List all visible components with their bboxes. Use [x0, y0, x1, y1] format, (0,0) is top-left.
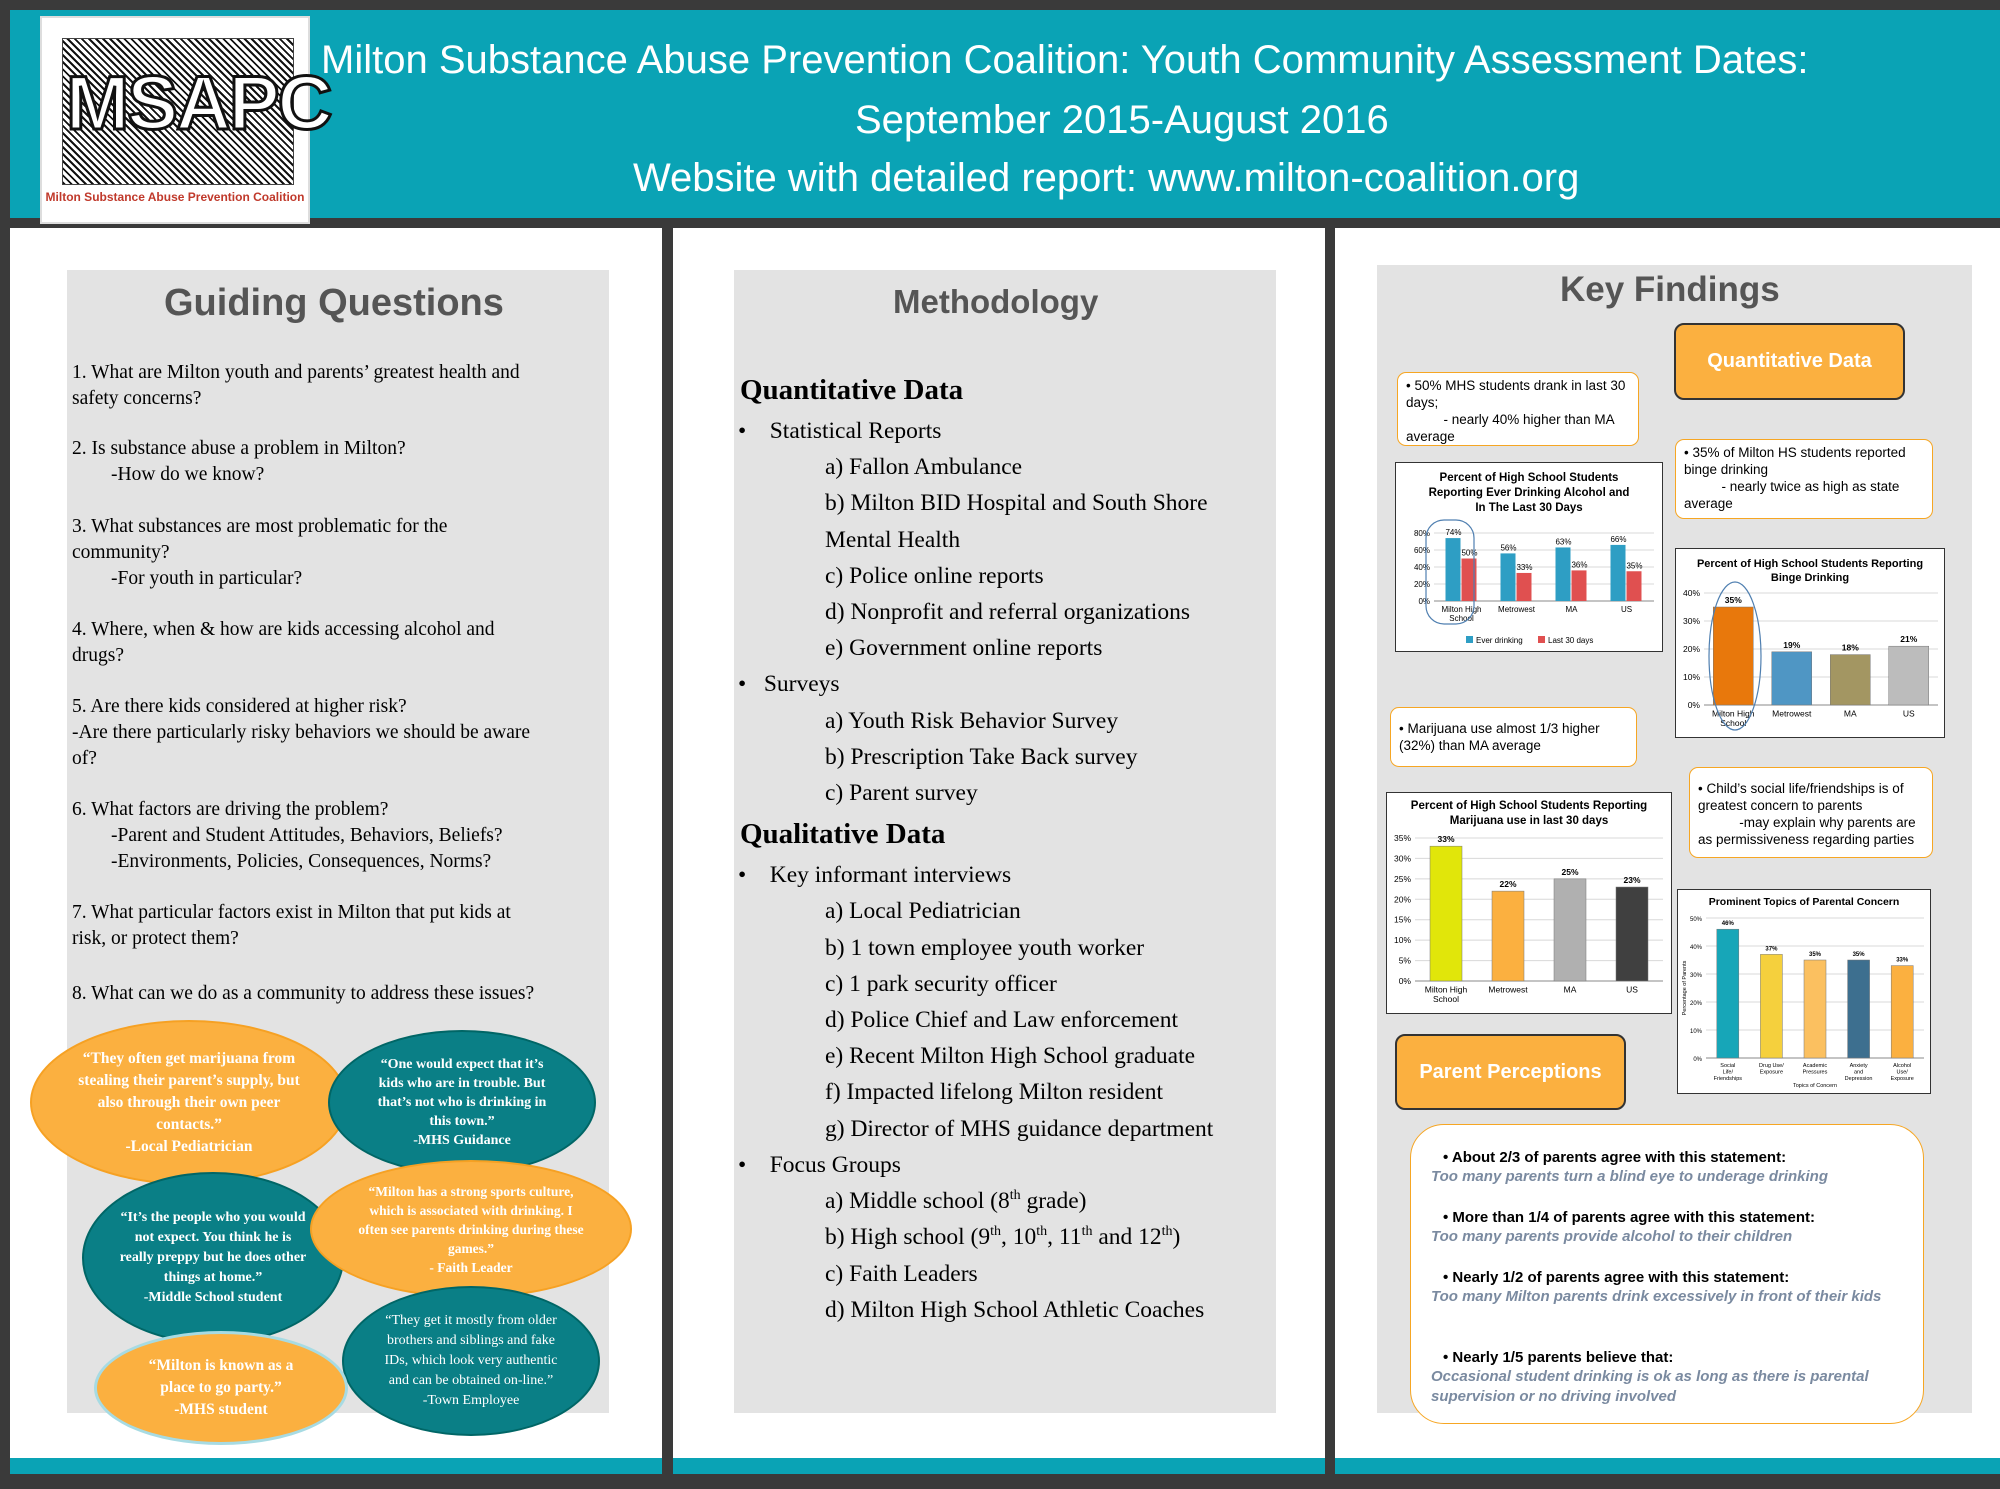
bar: [1848, 960, 1870, 1058]
pp-italic-4: Occasional student drinking is ok as long as there is parental supervision or no driving involved: [1431, 1368, 1869, 1405]
y-tick-label: 40%: [1682, 588, 1700, 598]
survey-item-1: a) Youth Risk Behavior Survey: [825, 708, 1119, 734]
category-label: and: [1854, 1069, 1864, 1076]
category-label: Metrowest: [1488, 984, 1528, 995]
category-label: Exposure: [1890, 1076, 1914, 1082]
interview-item-7: g) Director of MHS guidance department: [825, 1116, 1214, 1142]
y-tick-label: 35%: [1393, 833, 1411, 843]
pp-italic-3: Too many Milton parents drink excessively in front of their kids: [1431, 1288, 1882, 1305]
data-label: 35%: [1808, 952, 1822, 958]
category-label: MA: [1565, 605, 1578, 614]
bar: [1492, 891, 1524, 981]
chart-3-svg: [1387, 793, 1671, 1013]
y-tick-label: 20%: [1689, 1001, 1702, 1007]
x-axis-title: Topics of Concern: [1792, 1083, 1838, 1089]
focus-item-3: c) Faith Leaders: [825, 1261, 978, 1287]
category-label: MA: [1843, 708, 1857, 719]
qualitative-data-heading: Qualitative Data: [740, 818, 946, 850]
title-line-2: September 2015-August 2016: [855, 98, 1389, 142]
bar: [1430, 846, 1462, 981]
title-line-1: Milton Substance Abuse Prevention Coalition: Youth Community Assessment Dates:: [321, 38, 1809, 82]
survey-item-3: c) Parent survey: [825, 780, 978, 806]
bar: [1830, 655, 1870, 705]
data-label: 35%: [1724, 595, 1742, 605]
category-label: School: [1449, 614, 1474, 623]
data-label: 37%: [1765, 946, 1778, 953]
bar-ever-drinking: [1611, 545, 1626, 601]
question-2: 2. Is substance abuse a problem in Milton? -How do we know?: [72, 438, 406, 485]
quote-bubble-guidance: “One would expect that it’s kids who are in trouble. But that’s not who is drinking in this town.” -MHS Guidance: [328, 1030, 596, 1175]
bar: [1772, 652, 1812, 705]
key-findings-heading: Key Findings: [1560, 270, 1780, 309]
category-label: Academic: [1802, 1063, 1828, 1069]
y-tick-label: 10%: [1689, 1029, 1702, 1035]
legend-swatch: [1466, 636, 1473, 643]
logo-subtitle: Milton Substance Abuse Prevention Coalition: [45, 190, 305, 204]
data-label: 56%: [1500, 543, 1517, 553]
legend-label: Last 30 days: [1548, 636, 1594, 645]
data-label: 22%: [1499, 879, 1517, 890]
data-label: 36%: [1571, 560, 1588, 570]
category-label: Use/: [1896, 1069, 1908, 1076]
survey-item-2: b) Prescription Take Back survey: [825, 744, 1138, 770]
data-label: 33%: [1896, 957, 1909, 964]
y-tick-label: 10%: [1393, 935, 1411, 946]
y-tick-label: 50%: [1689, 917, 1702, 923]
data-label: 46%: [1721, 921, 1734, 928]
interview-item-2: b) 1 town employee youth worker: [825, 935, 1145, 961]
chart-ever-drinking: [1395, 462, 1663, 652]
callout-social-life: • Child’s social life/friendships is of greatest concern to parents -may explain why parents are as permissiveness regarding parties: [1689, 767, 1933, 858]
data-label: 33%: [1437, 834, 1455, 845]
logo-text: MSAPC: [66, 61, 331, 146]
y-tick-label: 30%: [1689, 973, 1702, 979]
data-label: 18%: [1841, 642, 1859, 653]
stat-item-4: d) Nonprofit and referral organizations: [825, 599, 1190, 625]
chart-2-svg: [1676, 549, 1944, 737]
category-label: US: [1620, 605, 1633, 614]
chart-4-svg: [1678, 890, 1930, 1093]
category-label: Exposure: [1759, 1069, 1784, 1076]
bar: [1760, 954, 1782, 1058]
callout-drinking: • 50% MHS students drank in last 30 days; - nearly 40% higher than MA average: [1397, 372, 1639, 446]
y-tick-label: 30%: [1682, 616, 1700, 626]
interview-item-1: a) Local Pediatrician: [825, 898, 1021, 924]
callout-marijuana: • Marijuana use almost 1/3 higher (32%) than MA average: [1390, 707, 1637, 767]
question-7: 7. What particular factors exist in Milton that put kids at risk, or protect them?: [72, 902, 511, 949]
category-label: Anxiety: [1849, 1063, 1868, 1069]
bar: [1804, 960, 1826, 1058]
category-label: Life/: [1722, 1069, 1734, 1076]
y-tick-label: 0%: [1398, 976, 1411, 986]
focus-item-2: b) High school (9th, 10th, 11th and 12th): [825, 1224, 1181, 1250]
chart-1-title: Percent of High School Students Reporting Ever Drinking Alcohol and In The Last 30 Days: [1428, 472, 1630, 514]
y-axis-title: Percentage of Parents: [1682, 960, 1688, 1016]
msapc-logo: [40, 16, 331, 224]
stat-item-2: b) Milton BID Hospital and South Shore: [825, 490, 1208, 516]
category-label: School: [1720, 718, 1747, 728]
y-tick-label: 60%: [1413, 546, 1430, 555]
guiding-questions-heading: Guiding Questions: [164, 282, 504, 324]
callout-binge: • 35% of Milton HS students reported binge drinking - nearly twice as high as state average: [1675, 439, 1933, 519]
quote-bubble-faith-leader: “Milton has a strong sports culture, which is associated with drinking. I often see parents drinking during these games.” - Faith Leader: [310, 1160, 632, 1298]
key-informant-item: • Key informant interviews: [738, 862, 1012, 888]
y-tick-label: 20%: [1413, 580, 1430, 589]
data-label: 74%: [1445, 528, 1462, 538]
bar: [1616, 887, 1648, 981]
data-label: 63%: [1555, 537, 1572, 547]
pp-head-3: • Nearly 1/2 of parents agree with this statement:: [1443, 1269, 1790, 1286]
bar: [1717, 929, 1739, 1058]
bar-ever-drinking: [1501, 553, 1516, 601]
bar: [1891, 966, 1913, 1058]
category-label: Milton High: [1441, 605, 1482, 614]
chart-1-svg: [1396, 463, 1662, 651]
y-tick-label: 40%: [1413, 563, 1430, 572]
question-5: 5. Are there kids considered at higher risk? -Are there particularly risky behaviors we should be aware of?: [72, 696, 531, 769]
category-label: Social: [1720, 1063, 1736, 1069]
statistical-reports-item: • Statistical Reports: [738, 418, 942, 444]
question-6: 6. What factors are driving the problem? -Parent and Student Attitudes, Behaviors, Beliefs? -Environments, Policies, Consequences, Norms?: [72, 799, 503, 872]
category-label: US: [1902, 708, 1915, 719]
interview-item-5: e) Recent Milton High School graduate: [825, 1043, 1196, 1069]
legend-swatch: [1538, 636, 1545, 643]
bar-last-30-days: [1517, 573, 1532, 601]
question-8: 8. What can we do as a community to address these issues?: [72, 983, 535, 1004]
y-tick-label: 5%: [1398, 955, 1411, 966]
legend-label: Ever drinking: [1476, 636, 1523, 645]
y-tick-label: 0%: [1693, 1057, 1702, 1063]
stat-item-2-cont: Mental Health: [825, 527, 961, 553]
stat-item-1: a) Fallon Ambulance: [825, 454, 1023, 480]
data-label: 21%: [1900, 634, 1918, 645]
focus-item-4: d) Milton High School Athletic Coaches: [825, 1297, 1205, 1323]
data-label: 23%: [1623, 875, 1641, 886]
title-line-3: Website with detailed report: www.milton-coalition.org: [633, 156, 1580, 200]
parent-perceptions-label: Parent Perceptions: [1395, 1034, 1626, 1110]
focus-item-1: a) Middle school (8th grade): [825, 1188, 1087, 1214]
category-label: Friendships: [1713, 1076, 1743, 1082]
question-3: 3. What substances are most problematic for the community? -For youth in particular?: [72, 516, 448, 589]
quote-bubble-middle-school: “It’s the people who you would not expect. You think he is really preppy but he does other things at home.” -Middle School student: [82, 1172, 344, 1344]
category-label: Metrowest: [1772, 708, 1812, 719]
pp-head-4: • Nearly 1/5 parents believe that:: [1443, 1349, 1674, 1366]
data-label: 35%: [1852, 952, 1865, 958]
pp-head-2: • More than 1/4 of parents agree with this statement:: [1443, 1209, 1815, 1226]
bar-last-30-days: [1627, 571, 1642, 601]
chart-3-title: Percent of High School Students Reporting Marijuana use in last 30 days: [1410, 800, 1648, 827]
parent-perceptions-box: [1410, 1124, 1924, 1424]
y-tick-label: 20%: [1393, 894, 1411, 905]
y-tick-label: 25%: [1393, 873, 1411, 884]
chart-marijuana: [1386, 792, 1672, 1014]
category-label: Depression: [1844, 1076, 1873, 1082]
interview-item-3: c) 1 park security officer: [825, 971, 1057, 997]
pp-italic-2: Too many parents provide alcohol to their children: [1431, 1228, 1793, 1245]
chart-parental-concern: [1677, 889, 1931, 1094]
chart-2-title: Percent of High School Students Reporting Binge Drinking: [1696, 558, 1924, 584]
y-tick-label: 0%: [1418, 597, 1430, 606]
panel-bottom-bar: [10, 1458, 662, 1474]
pp-italic-1: Too many parents turn a blind eye to underage drinking: [1431, 1168, 1828, 1185]
methodology-heading: Methodology: [893, 283, 1099, 320]
category-label: Drug Use/: [1759, 1063, 1784, 1069]
bar: [1554, 879, 1586, 981]
y-tick-label: 15%: [1393, 914, 1411, 925]
chart-4-title: Prominent Topics of Parental Concern: [1708, 896, 1900, 908]
y-tick-label: 10%: [1682, 672, 1700, 682]
focus-groups-item: • Focus Groups: [738, 1152, 901, 1178]
stat-item-3: c) Police online reports: [825, 563, 1044, 589]
data-label: 35%: [1626, 561, 1643, 571]
data-label: 19%: [1783, 639, 1801, 650]
y-tick-label: 80%: [1413, 529, 1430, 538]
pp-head-1: • About 2/3 of parents agree with this statement:: [1443, 1149, 1787, 1166]
chart-binge: [1675, 548, 1945, 738]
bar: [1889, 646, 1929, 705]
bar: [1713, 607, 1753, 705]
interview-item-6: f) Impacted lifelong Milton resident: [825, 1079, 1164, 1105]
quantitative-data-heading: Quantitative Data: [740, 374, 964, 406]
question-4: 4. Where, when & how are kids accessing alcohol and drugs?: [72, 619, 495, 666]
category-label: US: [1626, 984, 1638, 995]
y-tick-label: 40%: [1689, 945, 1702, 951]
category-label: School: [1433, 994, 1459, 1004]
data-label: 66%: [1610, 534, 1627, 544]
panel-bottom-bar: [673, 1458, 1325, 1474]
quote-bubble-pediatrician: “They often get marijuana from stealing their parent’s supply, but also through their own peer contacts.” -Local Pediatrician: [30, 1020, 348, 1185]
surveys-item: • Surveys: [738, 671, 840, 697]
category-label: Metrowest: [1498, 605, 1535, 614]
y-tick-label: 30%: [1393, 853, 1411, 864]
category-label: Milton High: [1424, 984, 1468, 995]
data-label: 25%: [1561, 866, 1579, 877]
bar-ever-drinking: [1556, 547, 1571, 601]
stat-item-5: e) Government online reports: [825, 635, 1103, 661]
bar-ever-drinking: [1446, 538, 1461, 601]
y-tick-label: 0%: [1687, 700, 1700, 710]
quantitative-data-label: Quantitative Data: [1674, 323, 1905, 400]
quote-bubble-town-employee: “They get it mostly from older brothers and siblings and fake IDs, which look very authentic and can be obtained on-line.” -Town Employee: [342, 1286, 600, 1436]
category-label: Milton High: [1711, 708, 1755, 719]
category-label: Pressures: [1802, 1069, 1828, 1076]
data-label: 33%: [1516, 562, 1533, 572]
question-1: 1. What are Milton youth and parents’ greatest health and safety concerns?: [72, 362, 520, 409]
category-label: MA: [1563, 984, 1577, 995]
y-tick-label: 20%: [1682, 644, 1700, 654]
category-label: Alcohol: [1893, 1063, 1912, 1069]
quote-bubble-mhs-student: “Milton is known as a place to go party.” -MHS student: [94, 1331, 348, 1445]
panel-bottom-bar: [1335, 1458, 2000, 1474]
header-banner: [10, 10, 2000, 218]
bar-last-30-days: [1572, 570, 1587, 601]
interview-item-4: d) Police Chief and Law enforcement: [825, 1007, 1179, 1033]
data-label: 50%: [1461, 548, 1478, 558]
